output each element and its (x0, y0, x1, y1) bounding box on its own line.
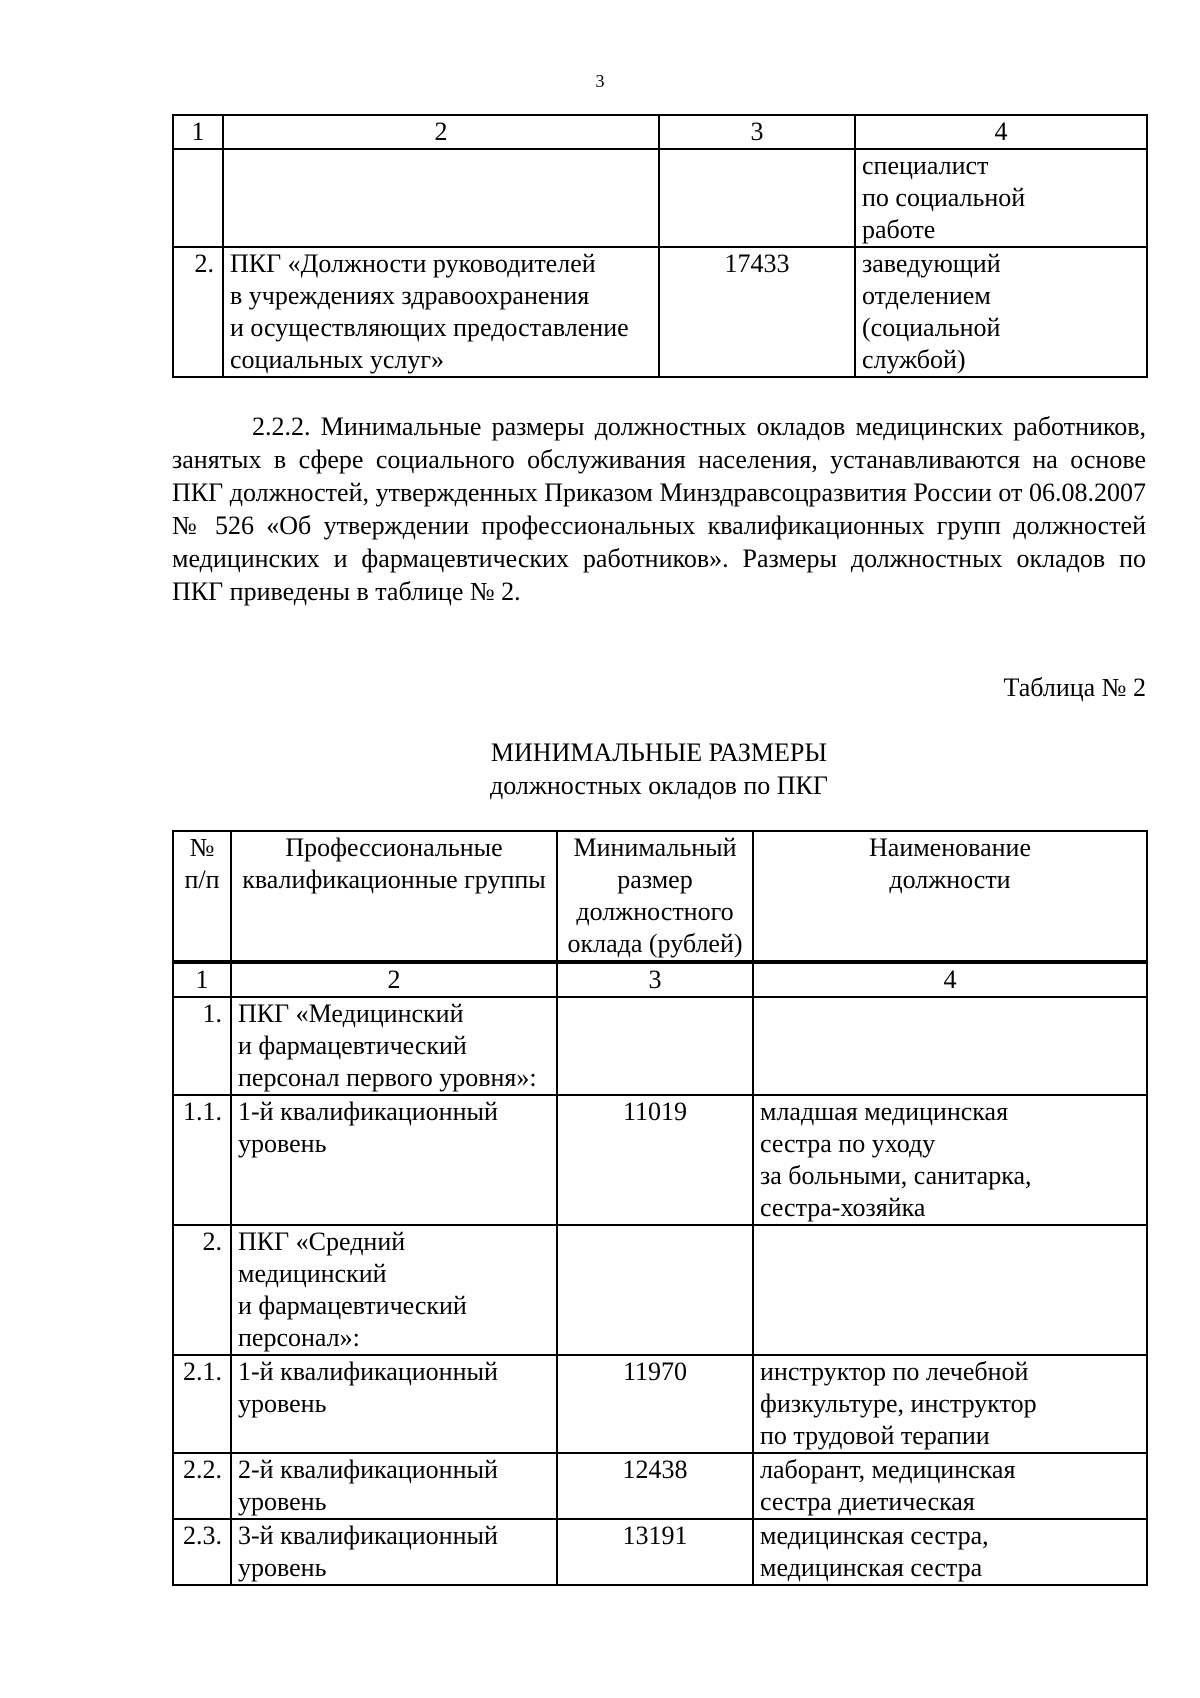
header-salary: Минимальный размер должностного оклада (рублей) (557, 831, 753, 962)
column-number-2: 2 (231, 962, 557, 997)
position-names: медицинская сестра, медицинская сестра (753, 1519, 1147, 1585)
table-title-line1: МИНИМАЛЬНЫЕ РАЗМЕРЫ (490, 738, 828, 767)
header-group: Профессиональные квалификационные группы (231, 831, 557, 962)
section-paragraph (172, 410, 1146, 608)
salary-value: 11019 (557, 1095, 753, 1225)
qualification-group: ПКГ «Должности руководителей в учреждениях здравоохранения и осуществляющих предоставление социальных услуг» (223, 247, 659, 377)
table-row (173, 247, 1147, 377)
qualification-group: ПКГ «Средний медицинский и фармацевтический персонал»: (231, 1225, 557, 1355)
position-names: заведующий отделением (социальной службой) (855, 247, 1147, 377)
row-number (173, 149, 223, 247)
column-number-1: 1 (173, 962, 231, 997)
row-number: 1.1. (173, 1095, 231, 1225)
row-number: 2.3. (173, 1519, 231, 1585)
column-number-3: 3 (659, 115, 855, 149)
row-number: 1. (173, 997, 231, 1095)
position-names: лаборант, медицинская сестра диетическая (753, 1453, 1147, 1519)
position-names: специалист по социальной работе (855, 149, 1147, 247)
column-number-2: 2 (223, 115, 659, 149)
table-row (173, 1095, 1147, 1225)
position-names: младшая медицинская сестра по уходу за больными, санитарка, сестра-хозяйка (753, 1095, 1147, 1225)
column-number-4: 4 (753, 962, 1147, 997)
row-number: 2.1. (173, 1355, 231, 1453)
row-number: 2.2. (173, 1453, 231, 1519)
paragraph-text: 2.2.2. Минимальные размеры должностных окладов медицинских работников, занятых в сфере социального обслуживания населения, устанавливаются на основе ПКГ должностей, утвержденных Приказом Минздравсоцразвития России от 06.08.2007 № 526 «Об утверждении профессиональных квалификационных групп должностей медицинских и фармацевтических работников». Размеры должностных окладов по ПКГ приведены в таблице № 2. (172, 412, 1146, 606)
salary-table (172, 830, 1148, 1586)
table-row (173, 1519, 1147, 1585)
salary-value: 13191 (557, 1519, 753, 1585)
column-number-1: 1 (173, 115, 223, 149)
position-names (753, 997, 1147, 1095)
table-row (173, 149, 1147, 247)
header-no: № п/п (173, 831, 231, 962)
row-number: 2. (173, 247, 223, 377)
table-row (173, 997, 1147, 1095)
table-row (173, 1225, 1147, 1355)
salary-value: 11970 (557, 1355, 753, 1453)
position-names (753, 1225, 1147, 1355)
position-names: инструктор по лечебной физкультуре, инструктор по трудовой терапии (753, 1355, 1147, 1453)
column-number-3: 3 (557, 962, 753, 997)
column-number-row (173, 962, 1147, 997)
salary-value: 17433 (659, 247, 855, 377)
table-title (172, 736, 1146, 802)
column-number-4: 4 (855, 115, 1147, 149)
column-number-row (173, 115, 1147, 149)
continued-table (172, 114, 1148, 378)
qualification-group: 1-й квалификационный уровень (231, 1355, 557, 1453)
table-row (173, 1355, 1147, 1453)
table-label: Таблица № 2 (1003, 673, 1146, 702)
qualification-group (223, 149, 659, 247)
table-title-line2: должностных окладов по ПКГ (490, 771, 828, 800)
salary-value (557, 997, 753, 1095)
table-row (173, 1453, 1147, 1519)
salary-value (557, 1225, 753, 1355)
salary-value (659, 149, 855, 247)
qualification-group: 1-й квалификационный уровень (231, 1095, 557, 1225)
qualification-group: 3-й квалификационный уровень (231, 1519, 557, 1585)
qualification-group: ПКГ «Медицинский и фармацевтический персонал первого уровня»: (231, 997, 557, 1095)
salary-value: 12438 (557, 1453, 753, 1519)
row-number: 2. (173, 1225, 231, 1355)
qualification-group: 2-й квалификационный уровень (231, 1453, 557, 1519)
header-positions: Наименование должности (753, 831, 1147, 962)
page-number: 3 (595, 71, 605, 91)
header-row (173, 831, 1147, 962)
